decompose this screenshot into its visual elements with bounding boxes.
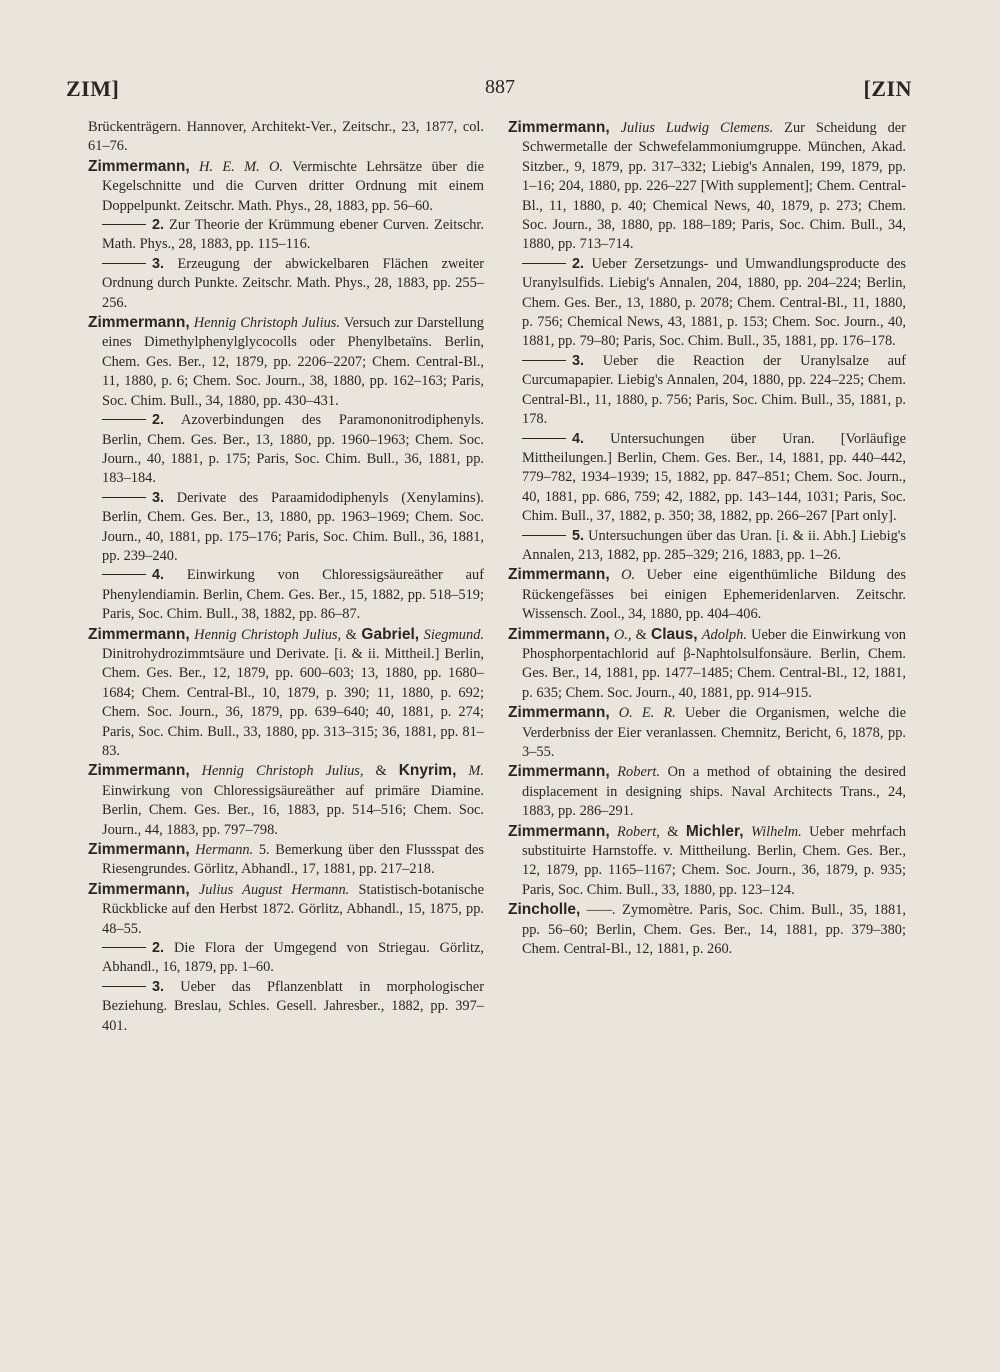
running-head-left: ZIM]	[66, 76, 120, 101]
entry-text: Einwirkung von Chloressigsäureäther auf Phenylendiamin. Berlin, Chem. Ges. Ber., 15, 1882, pp. 518–519; Paris, Soc. Chim. Bull., 38, 1882, pp. 86–87.	[102, 567, 484, 623]
ditto-dash	[102, 497, 146, 498]
author-given-names: H. E. M. O.	[199, 158, 284, 175]
ditto-dash	[522, 535, 566, 536]
author-surname: Zimmermann,	[508, 763, 610, 781]
entry-number: 4.	[152, 567, 165, 584]
entry-text: Statistisch-botanische Rückblicke auf den Herbst 1872. Görlitz, Abhandl., 15, 1875, pp. 48–55.	[102, 881, 484, 937]
coauthor-given-names: M.	[468, 763, 484, 780]
author-surname: Zimmermann,	[508, 822, 610, 840]
ampersand: &	[631, 626, 647, 643]
entry-number: 2.	[572, 255, 585, 272]
ditto-dash	[102, 419, 146, 420]
bibliography-entry	[88, 216, 484, 255]
entry-number: 2.	[152, 940, 165, 957]
ditto-dash	[102, 574, 146, 575]
bibliography-entry	[508, 703, 906, 762]
bibliography-entry	[88, 880, 484, 939]
author-given-names: Julius August Hermann.	[198, 881, 350, 898]
entry-text: Brückenträgern. Hannover, Architekt-Ver., Zeitschr., 23, 1877, col. 61–76.	[88, 119, 484, 155]
entry-text: Versuch zur Darstellung eines Dimethylphenylglycocolls oder Phenylbetaïns. Berlin, Chem. Ges. Ber., 12, 1879, pp. 2206–2207; Chem. Central-Bl., 11, 1880, p. 6; Chem. Soc. Journ., 38, 1880, pp. 162–163; Paris, Soc. Chim. Bull., 34, 1880, pp. 430–431.	[102, 315, 484, 409]
right-column	[508, 118, 906, 959]
author-surname: Zimmermann,	[88, 762, 190, 780]
entry-number: 2.	[152, 217, 165, 234]
entry-text: Ueber das Pflanzenblatt in morphologischer Beziehung. Breslau, Schles. Gesell. Jahresber., 1882, pp. 397–401.	[102, 978, 484, 1034]
bibliography-entry	[88, 761, 484, 840]
author-surname: Zincholle,	[508, 901, 581, 919]
entry-text: Die Flora der Umgegend von Striegau. Görlitz, Abhandl., 16, 1879, pp. 1–60.	[102, 940, 484, 976]
bibliography-entry	[88, 411, 484, 489]
bibliography-entry	[508, 430, 906, 527]
entry-text: Zymomètre. Paris, Soc. Chim. Bull., 35, 1881, pp. 56–60; Berlin, Chem. Ges. Ber., 14, 1881, pp. 379–380; Chem. Central-Bl., 12, 1881, p. 260.	[522, 902, 906, 958]
author-surname: Zimmermann,	[88, 880, 190, 898]
bibliography-entry	[88, 313, 484, 411]
author-given-names: O.,	[613, 626, 632, 643]
entry-text: Untersuchungen über das Uran. [i. & ii. Abh.] Liebig's Annalen, 213, 1882, pp. 285–329; 216, 1883, pp. 1–26.	[522, 527, 906, 563]
entry-text: Ueber eine eigenthümliche Bildung des Rückengefässes bei einigen Ephemeridenlarven. Zeitschr. Wissensch. Zool., 34, 1880, pp. 404–406.	[522, 567, 906, 623]
entry-number: 3.	[152, 255, 165, 272]
bibliography-entry	[88, 157, 484, 216]
coauthor-surname: Knyrim,	[398, 762, 457, 780]
entry-text: Zur Theorie der Krümmung ebener Curven. Zeitschr. Math. Phys., 28, 1883, pp. 115–116.	[102, 217, 484, 253]
ditto-dash	[522, 438, 566, 439]
coauthor-surname: Claus,	[651, 625, 698, 643]
entry-text: Zur Scheidung der Schwermetalle der Schwefelammoniumgruppe. München, Akad. Sitzber., 9, 1879, pp. 317–332; Liebig's Annalen, 199, 1879, pp. 1–16; 204, 1880, pp. 226–227 [With supplement]; Chem. Central-Bl., 11, 1880, p. 40; Chemical News, 40, 1879, p. 273; Chem. Soc. Journ., 38, 1880, pp. 188–189; Paris, Soc. Chim. Bull., 34, 1880, pp. 713–714.	[522, 120, 906, 253]
author-surname: Zimmermann,	[508, 119, 610, 136]
entry-text: Ueber die Einwirkung von Phosphorpentachlorid auf β-Naphtolsulfonsäure. Berlin, Chem. Ges. Ber., 14, 1881, pp. 1477–1485; Chem. Central-Bl., 12, 1881, p. 635; Chem. Soc. Journ., 40, 1881, pp. 914–915.	[522, 626, 906, 701]
entry-number: 4.	[572, 430, 585, 447]
bibliography-entry	[88, 625, 484, 762]
author-given-names: Hennig Christoph Julius,	[194, 626, 342, 643]
bibliography-entry	[508, 527, 906, 566]
left-column	[88, 118, 484, 1036]
author-given-names: O.	[621, 567, 636, 584]
author-surname: Zimmermann,	[508, 704, 610, 722]
entry-number: 5.	[572, 527, 585, 544]
entry-text: Ueber die Reaction der Uranylsalze auf Curcumapapier. Liebig's Annalen, 204, 1880, pp. 224–225; Chem. Central-Bl., 11, 1880, p. 756; Paris, Soc. Chim. Bull., 35, 1881, p. 178.	[522, 352, 906, 428]
ditto-dash	[102, 224, 146, 225]
bibliography-entry	[508, 118, 906, 255]
coauthor-surname: Michler,	[685, 822, 744, 840]
running-head-right: [ZIN	[863, 76, 912, 101]
entry-text: Derivate des Paraamidodiphenyls (Xenylamins). Berlin, Chem. Ges. Ber., 13, 1880, pp. 1963–1969; Chem. Soc. Journ., 40, 1881, pp. 175–176; Paris, Soc. Chim. Bull., 36, 1881, pp. 239–240.	[102, 489, 484, 564]
entry-text: Dinitrohydrozimmtsäure und Derivate. [i. & ii. Mittheil.] Berlin, Chem. Ges. Ber., 12, 1879, pp. 600–603; 13, 1880, pp. 1680–1684; Chem. Central-Bl., 10, 1879, p. 390; 11, 1880, p. 692; Chem. Soc. Journ., 36, 1879, pp. 639–640; 40, 1881, p. 274; Paris, Soc. Chim. Bull., 33, 1880, pp. 313–315; 36, 1881, pp. 81–83.	[102, 645, 484, 759]
entry-text: Azoverbindungen des Paramononitrodiphenyls. Berlin, Chem. Ges. Ber., 13, 1880, pp. 1960–1963; Chem. Soc. Journ., 40, 1881, p. 175; Paris, Soc. Chim. Bull., 36, 1881, pp. 183–184.	[102, 412, 484, 487]
author-given-names: Julius Ludwig Clemens.	[620, 120, 774, 136]
author-surname: Zimmermann,	[88, 625, 190, 643]
author-given-names: Hermann.	[195, 842, 254, 859]
entry-text: Untersuchungen über Uran. [Vorläufige Mittheilungen.] Berlin, Chem. Ges. Ber., 14, 1881, pp. 440–442, 779–782, 1934–1939; 15, 1882, pp. 847–851; Chem. Soc. Journ., 40, 1881, pp. 686, 759; 42, 1882, pp. 143–144, 1031; Paris, Soc. Chim. Bull., 37, 1882, p. 350; 38, 1882, pp. 266–267 [Part only].	[522, 430, 906, 525]
bibliography-entry	[508, 352, 906, 430]
bibliography-entry	[88, 118, 484, 157]
bibliography-entry	[508, 565, 906, 624]
author-surname: Zimmermann,	[88, 841, 190, 859]
coauthor-given-names: Wilhelm.	[750, 823, 802, 840]
bibliography-entry	[88, 489, 484, 567]
bibliography-entry	[508, 900, 906, 959]
page-number: 887	[485, 76, 515, 98]
entry-text: Einwirkung von Chloressigsäureäther auf primäre Diamine. Berlin, Chem. Ges. Ber., 16, 1883, pp. 514–516; Chem. Soc. Journ., 44, 1883, pp. 797–798.	[102, 782, 484, 838]
entry-number: 3.	[572, 352, 585, 369]
ampersand: &	[363, 763, 387, 780]
entry-text: Vermischte Lehrsätze über die Kegelschnitte und die Curven dritter Ordnung mit einem Doppelpunkt. Zeitschr. Math. Phys., 28, 1883, pp. 56–60.	[102, 158, 484, 214]
bibliography-entry	[88, 978, 484, 1036]
author-surname: Zimmermann,	[508, 566, 610, 584]
bibliography-entry	[508, 625, 906, 704]
entry-text: Ueber Zersetzungs- und Umwandlungsproducte des Uranylsulfids. Liebig's Annalen, 204, 1880, pp. 204–224; Berlin, Chem. Ges. Ber., 13, 1880, p. 2078; Chem. Central-Bl., 11, 1880, p. 756; Chemical News, 43, 1881, p. 153; Chem. Soc. Journ., 40, 1881, pp. 79–80; Paris, Soc. Chim. Bull., 35, 1881, pp. 176–178.	[522, 255, 906, 350]
entry-number: 3.	[152, 978, 165, 995]
entry-text: Ueber mehrfach substituirte Harnstoffe. v. Mittheilung. Berlin, Chem. Ges. Ber., 12, 1879, pp. 1165–1167; Chem. Soc. Journ., 36, 1879, p. 935; Paris, Soc. Chim. Bull., 33, 1880, pp. 123–124.	[522, 823, 906, 898]
ditto-dash	[102, 986, 146, 987]
bibliography-entry	[508, 762, 906, 821]
author-surname: Zimmermann,	[88, 314, 190, 332]
author-given-names: O. E. R.	[618, 705, 676, 722]
author-surname: Zimmermann,	[508, 625, 610, 643]
ampersand: &	[341, 626, 357, 643]
ditto-dash	[102, 263, 146, 264]
author-given-names: Hennig Christoph Julius,	[201, 763, 364, 780]
ditto-dash	[102, 947, 146, 948]
bibliography-entry	[88, 566, 484, 624]
bibliography-entry	[88, 840, 484, 880]
author-given-names: Robert,	[617, 823, 660, 840]
author-surname: Zimmermann,	[88, 157, 190, 175]
entry-text: 5. Bemerkung über den Flussspat des Riesengrundes. Görlitz, Abhandl., 17, 1881, pp. 217–218.	[102, 842, 484, 878]
ditto-dash	[522, 360, 566, 361]
bibliography-entry	[88, 255, 484, 313]
bibliography-entry	[88, 939, 484, 978]
ampersand: &	[659, 823, 679, 840]
author-given-names: Robert.	[617, 764, 661, 781]
coauthor-given-names: Siegmund.	[423, 626, 484, 643]
bibliography-entry	[508, 822, 906, 901]
coauthor-surname: Gabriel,	[361, 625, 420, 643]
entry-number: 3.	[152, 489, 165, 506]
bibliography-entry	[508, 255, 906, 352]
entry-text: On a method of obtaining the desired displacement in designing ships. Naval Architects Trans., 24, 1883, pp. 286–291.	[522, 764, 906, 820]
entry-number: 2.	[152, 412, 165, 429]
ditto-dash	[522, 263, 566, 264]
entry-text: Ueber die Organismen, welche die Verderbniss der Eier veranlassen. Chemnitz, Bericht, 6, 1878, pp. 3–55.	[522, 705, 906, 760]
author-given-names: Hennig Christoph Julius.	[193, 315, 340, 332]
entry-text: Erzeugung der abwickelbaren Flächen zweiter Ordnung durch Punkte. Zeitschr. Math. Phys., 28, 1883, pp. 255–256.	[102, 255, 484, 311]
coauthor-given-names: Adolph.	[701, 626, 747, 643]
author-given-names: ——.	[586, 902, 616, 919]
